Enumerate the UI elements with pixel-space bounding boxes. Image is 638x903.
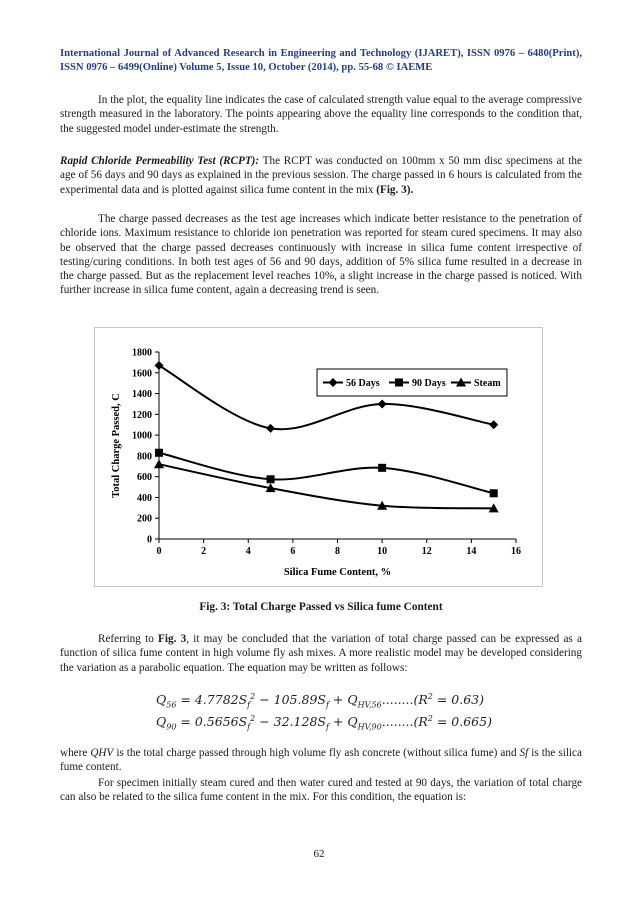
paragraph-rcpt (60, 154, 582, 197)
eq1-term-d: ........(R (381, 692, 428, 708)
y-tick-label: 1000 (132, 430, 152, 442)
eq2-term-a-sub: f (247, 722, 251, 732)
paragraph-where (60, 746, 582, 775)
eq2-term-e: = 0.665) (432, 714, 492, 730)
eq1-lhs-sub: 56 (166, 700, 177, 710)
eq2-lhs-sub: 90 (166, 722, 177, 732)
x-tick-label: 14 (466, 546, 477, 557)
y-tick-label: 200 (137, 513, 152, 525)
x-tick-label: 4 (245, 546, 251, 557)
x-tick-label: 8 (335, 546, 340, 557)
figure-caption: Fig. 3: Total Charge Passed vs Silica fume Content (199, 601, 443, 613)
paragraph-referring (60, 632, 582, 675)
data-point-90-days (155, 449, 163, 457)
y-axis-title: Total Charge Passed, C (111, 393, 122, 498)
y-tick-label: 1600 (132, 368, 152, 380)
eq1-term-b: − 105.89S (255, 692, 326, 708)
x-axis-title: Silica Fume Content, % (283, 567, 392, 578)
y-tick-label: 1200 (132, 409, 152, 421)
y-tick-label: 1400 (132, 389, 152, 401)
x-tick-label: 2 (201, 546, 207, 557)
eq2-term-b: − 32.128S (255, 714, 326, 730)
journal-header: International Journal of Advanced Research in Engineering and Technology (IJARET), ISSN 0976 – 6480(Print), ISSN 0976 – 6499(Online) Volume 5, Issue 10, October (2014), pp. 55-68 © IAEME (60, 48, 582, 73)
eq1-term-e: = 0.63) (432, 692, 484, 708)
chart-svg (95, 328, 542, 586)
eq2-term-c: + Q (328, 714, 358, 730)
where-qhv: QHV (90, 747, 114, 759)
eq2-term-a-sup: 2 (250, 714, 256, 723)
where-c: is the silica fume content. (60, 747, 582, 774)
y-tick-label: 0 (147, 534, 152, 546)
data-point-steam (154, 459, 164, 468)
x-tick-label: 10 (377, 546, 388, 557)
data-point-56-days (378, 399, 387, 408)
rcpt-fig-ref: (Fig. 3). (376, 183, 414, 196)
legend-marker-90-days (395, 379, 403, 387)
where-b: is the total charge passed through high volume fly ash concrete (without silica fume) and (113, 747, 520, 759)
figure-3-chart (94, 327, 543, 587)
referring-fig-ref: Fig. 3 (158, 633, 187, 645)
legend-label-90-days: 90 Days (412, 378, 446, 389)
plot-layer (111, 348, 521, 579)
referring-a: Referring to (98, 633, 159, 645)
eq1-term-c-sub: HV,56 (357, 700, 382, 710)
rcpt-heading: Rapid Chloride Permeability Test (RCPT): (60, 155, 260, 167)
equation-q90 (156, 714, 496, 732)
y-tick-label: 1800 (132, 347, 152, 359)
data-point-90-days (378, 464, 386, 472)
eq2-term-c-sub: HV,90 (357, 722, 382, 732)
equation-q56 (156, 692, 496, 710)
paragraph-steam-cured: For specimen initially steam cured and then water cured and tested at 90 days, the variation of total charge can also be related to the silica fume content in the mix. For this condition, the equation is: (60, 777, 582, 804)
series-line-steam (159, 464, 494, 508)
eq1-term-a: = 4.7782S (176, 692, 248, 708)
data-point-90-days (490, 489, 498, 497)
eq1-term-a-sup: 2 (250, 692, 256, 701)
x-tick-label: 6 (290, 546, 296, 557)
eq1-term-a-sub: f (247, 700, 251, 710)
eq1-term-b-sub: f (325, 700, 329, 710)
data-point-56-days (155, 361, 164, 370)
legend-label-steam: Steam (474, 378, 501, 389)
series-line-90-days (159, 453, 494, 494)
referring-b: , it may be concluded that the variation of total charge passed can be expressed as a function of silica fume content in high volume fly ash mixes. A more realistic model may be developed considering the variation as a parabolic equation. The equation may be written as follows: (60, 633, 582, 674)
data-point-56-days (489, 420, 498, 429)
y-tick-label: 800 (137, 451, 152, 463)
x-tick-label: 12 (421, 546, 432, 557)
y-tick-label: 400 (137, 492, 152, 504)
eq2-lhs: Q (156, 714, 167, 730)
eq2-term-a: = 0.5656S (176, 714, 248, 730)
eq2-term-b-sub: f (325, 722, 329, 732)
eq1-term-d-sup: 2 (427, 692, 433, 701)
eq2-term-d: ........(R (381, 714, 428, 730)
data-point-90-days (267, 475, 275, 483)
y-tick-label: 600 (137, 472, 152, 484)
paragraph-equality-line: In the plot, the equality line indicates the case of calculated strength value equal to the average compressive strength measured in the laboratory. The points appearing above the equality line corresponds to the condition that, the suggested model under-estimate the strength. (60, 94, 582, 135)
x-tick-label: 0 (156, 546, 162, 557)
where-sf: Sf (519, 747, 529, 759)
paragraph-charge-trend: The charge passed decreases as the test age increases which indicate better resistance to the penetration of chloride ions. Maximum resistance to chloride ion penetration was reported for steam cured specimens. It may also be observed that the charge passed decreases continuously with increase in silica fume content irrespective of testing/curing conditions. In both test ages of 56 and 90 days, addition of 5% silica fume resulted in a decrease in the charge passed. But as the replacement level reaches 10%, a slight increase in the charge passed is noticed. With further increase in silica fume content, again a decreasing trend is seen. (60, 213, 582, 297)
x-tick-label: 16 (511, 546, 521, 557)
rcpt-body: The RCPT was conducted on 100mm x 50 mm disc specimens at the age of 56 days and 90 days as explained in the previous session. The charge passed in 6 hours is calculated from the experimental data and is plotted against silica fume content in the mix (60, 155, 582, 196)
legend-label-56-days: 56 Days (346, 378, 380, 389)
data-point-56-days (266, 424, 275, 433)
page-number: 62 (313, 848, 325, 860)
eq1-lhs: Q (156, 692, 167, 708)
eq1-term-c: + Q (328, 692, 358, 708)
where-a: where (60, 747, 91, 759)
eq2-term-d-sup: 2 (427, 714, 433, 723)
